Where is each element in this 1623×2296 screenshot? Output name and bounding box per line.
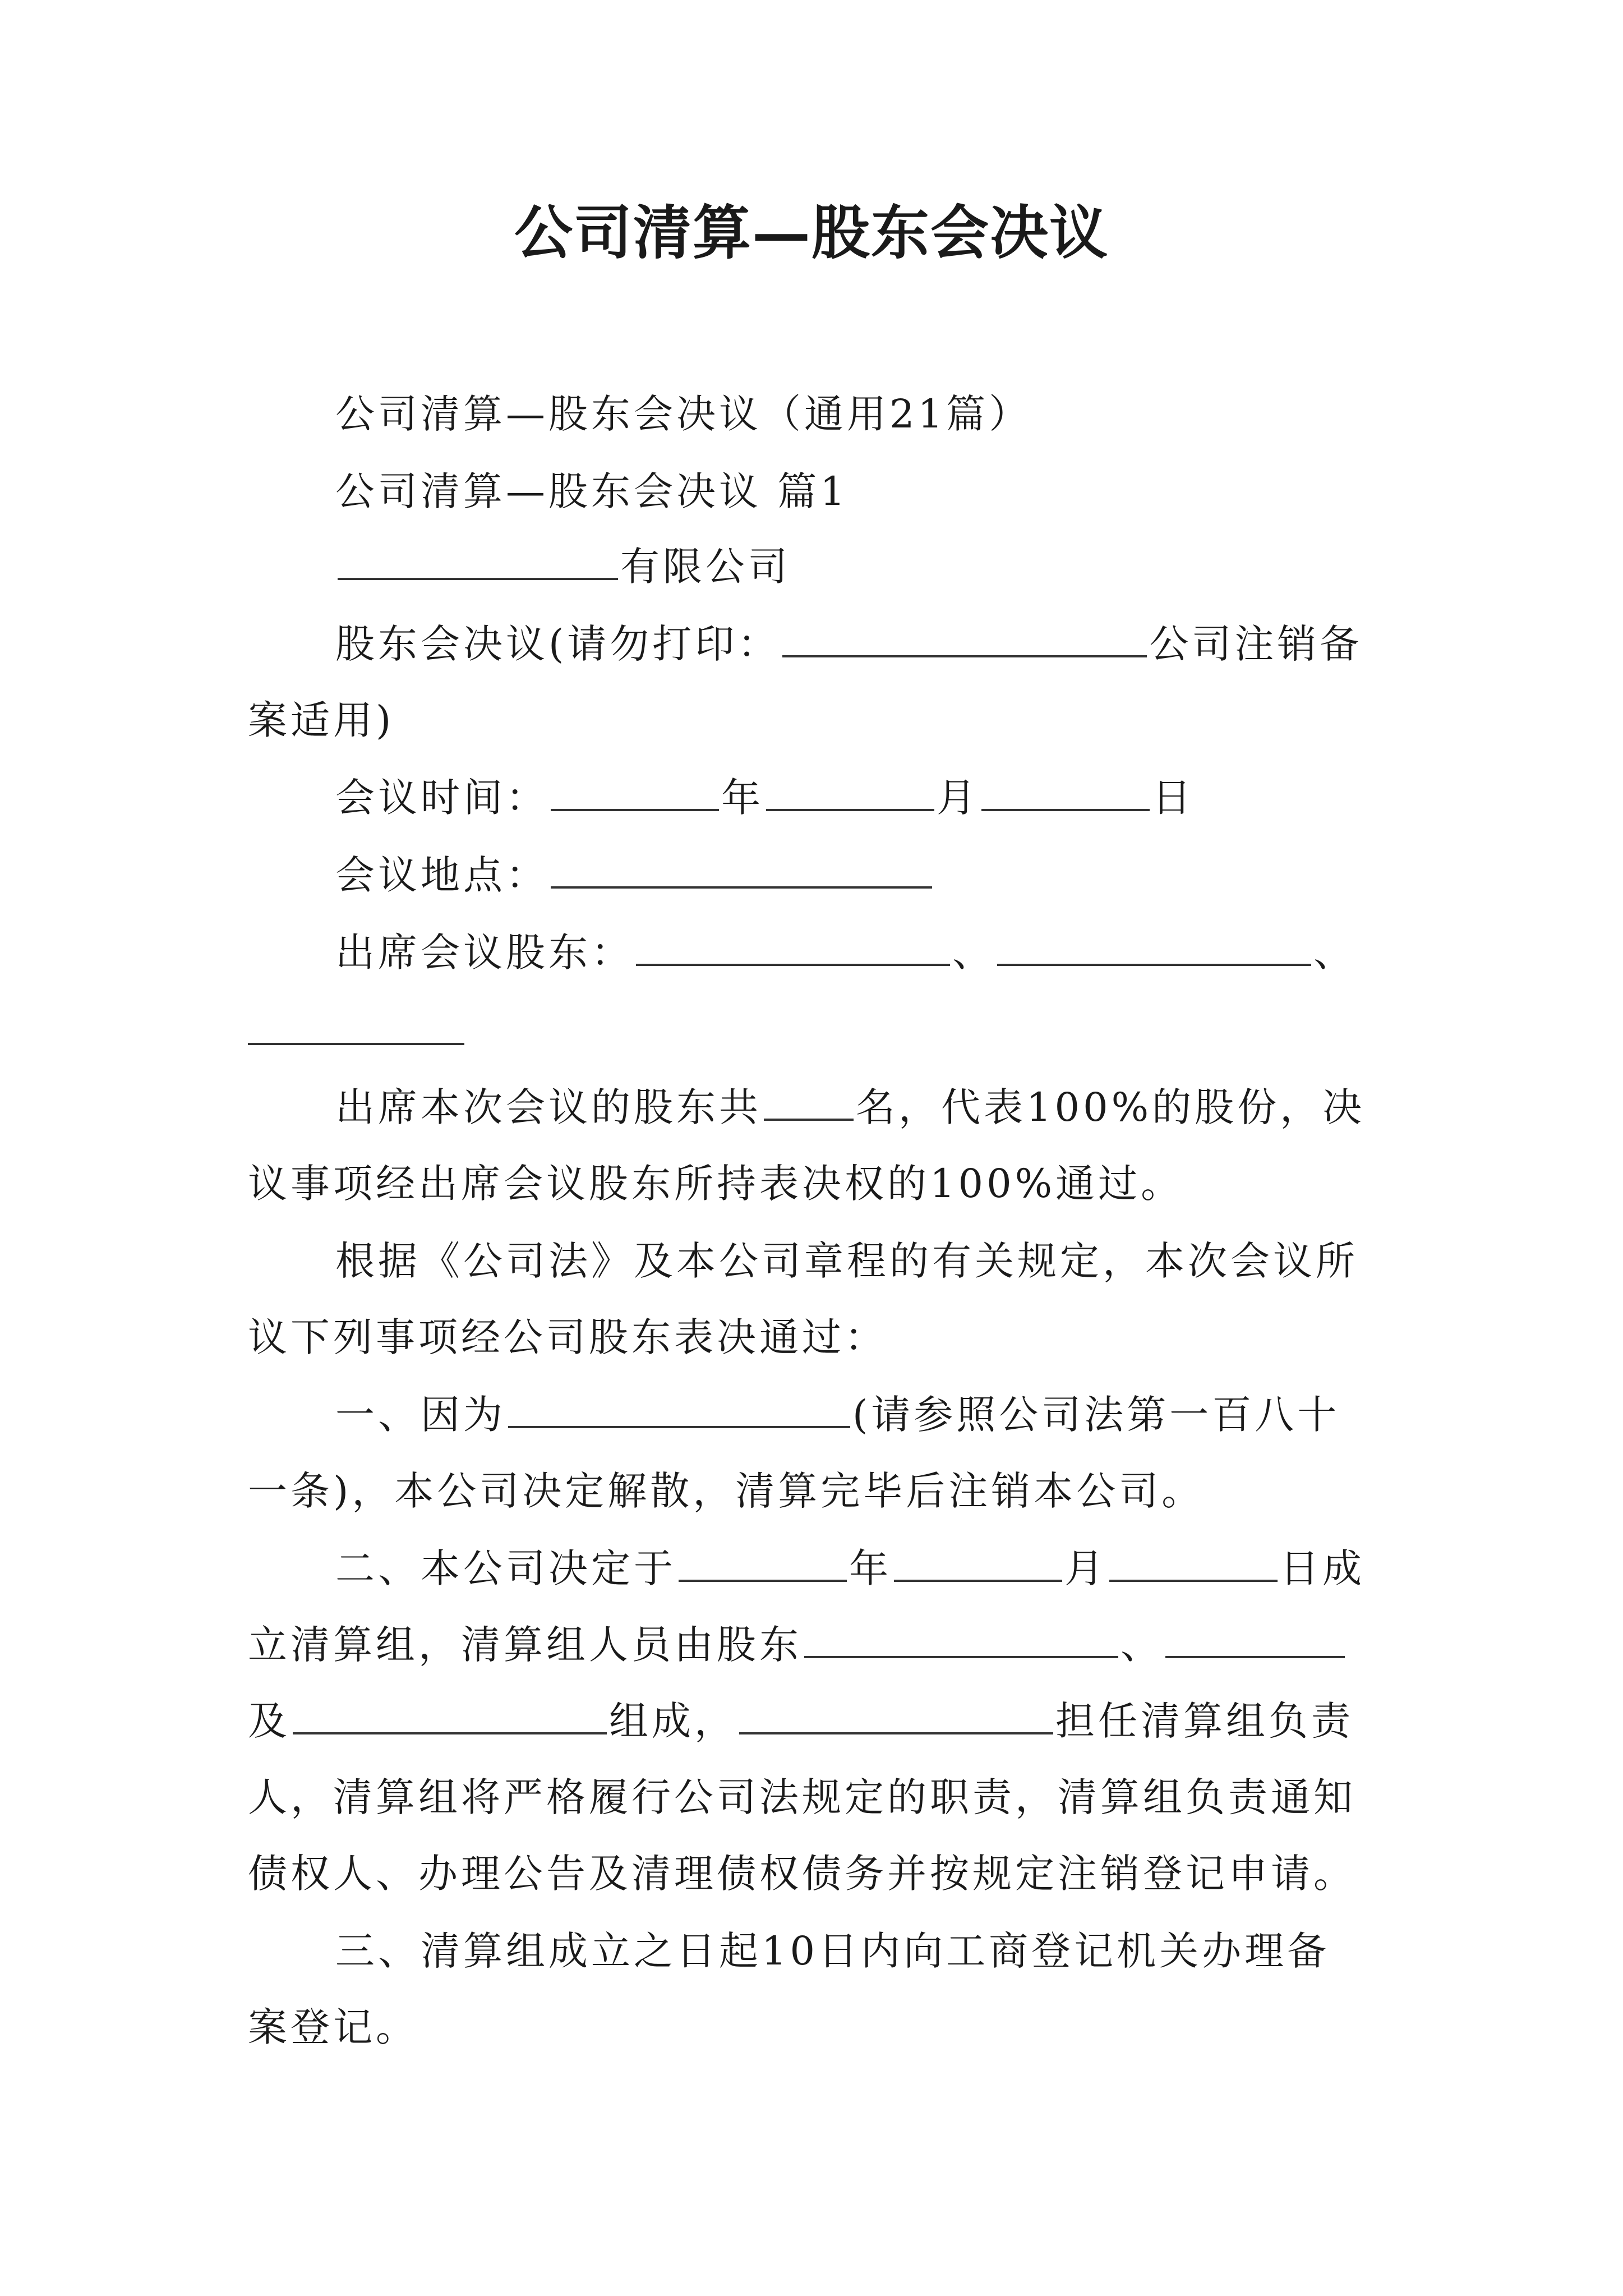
year-blank	[551, 808, 719, 811]
item2-day-suffix: 日成	[1280, 1545, 1365, 1591]
year-label: 年	[721, 775, 764, 821]
attendees-line	[335, 926, 1356, 979]
company-name-blank	[338, 577, 618, 580]
attendance-count-blank	[764, 1118, 854, 1121]
item2-line-b	[248, 1618, 1347, 1672]
resolution-line	[335, 617, 1362, 671]
attendance-line	[335, 1080, 1365, 1134]
item3-text-b: 案登记。	[248, 2004, 418, 2050]
attendee-blank-2	[997, 963, 1311, 966]
day-label: 日	[1152, 775, 1195, 821]
document-subtitle	[335, 387, 1031, 441]
section-heading-text: 公司清算—股东会决议 篇1	[335, 468, 849, 514]
item2-text-e: 债权人、办理公告及清理债权债务并按规定注销登记申请。	[248, 1851, 1356, 1897]
item2-month-label: 月	[1064, 1545, 1107, 1591]
item2-year-blank	[679, 1579, 847, 1582]
attendance-text-c: 议事项经出席会议股东所持表决权的100%通过。	[248, 1161, 1184, 1207]
attendees-label: 出席会议股东：	[335, 930, 634, 976]
basis-line-cont	[248, 1310, 887, 1364]
item1-reason-blank	[508, 1425, 850, 1428]
section-heading	[335, 464, 849, 518]
item2-day-blank	[1109, 1579, 1278, 1582]
month-label: 月	[937, 775, 979, 821]
item2-line-c	[248, 1694, 1354, 1748]
item2-line	[335, 1542, 1365, 1595]
item2-shareholder-blank-3	[293, 1732, 607, 1734]
item2-text-b: 立清算组，清算组人员由股东	[248, 1622, 802, 1668]
item3-line	[335, 1924, 1330, 1978]
item2-formed: 组成，	[609, 1698, 737, 1744]
item1-text-b: (请参照公司法第一百八十	[852, 1392, 1340, 1438]
day-blank	[981, 808, 1150, 811]
item2-line-e	[248, 1847, 1356, 1901]
item2-and: 及	[248, 1698, 291, 1744]
item2-text-d: 人，清算组将严格履行公司法规定的职责，清算组负责通知	[248, 1774, 1356, 1820]
attendee-blank-3	[248, 1042, 464, 1045]
basis-line	[335, 1234, 1358, 1288]
item1-line-cont	[248, 1464, 1204, 1518]
item2-year-label: 年	[849, 1545, 892, 1591]
meeting-place-blank	[551, 886, 932, 889]
month-blank	[766, 808, 934, 811]
attendee-separator-2: 、	[1313, 930, 1356, 976]
item2-shareholder-blank-2	[1165, 1655, 1345, 1658]
item2-line-d	[248, 1770, 1356, 1824]
attendance-text-b: 名，代表100%的股份，决	[856, 1084, 1366, 1130]
resolution-line-cont	[248, 693, 394, 747]
basis-text-b: 议下列事项经公司股东表决通过：	[248, 1314, 887, 1360]
item2-text-a: 二、本公司决定于	[335, 1545, 676, 1591]
item1-line	[335, 1388, 1340, 1442]
resolution-blank	[782, 655, 1147, 657]
meeting-place-label: 会议地点：	[335, 852, 548, 898]
item2-head-text: 担任清算组负责	[1055, 1698, 1354, 1744]
company-name-line	[335, 540, 791, 593]
item2-head-blank	[739, 1732, 1053, 1734]
item1-text-c: 一条)，本公司决定解散，清算完毕后注销本公司。	[248, 1468, 1205, 1514]
item2-separator: 、	[1121, 1622, 1163, 1668]
item3-line-cont	[248, 2000, 418, 2054]
attendance-text-a: 出席本次会议的股东共	[335, 1084, 762, 1130]
resolution-text-a: 股东会决议(请勿打印：	[335, 621, 781, 667]
meeting-time-label: 会议时间：	[335, 775, 548, 821]
attendee-blank-1	[636, 963, 950, 966]
subtitle-text: 公司清算—股东会决议（通用21篇）	[335, 391, 1032, 437]
item3-text-a: 三、清算组成立之日起10日内向工商登记机关办理备	[335, 1928, 1330, 1974]
item1-text-a: 一、因为	[335, 1392, 506, 1438]
attendee-separator-1: 、	[952, 930, 995, 976]
resolution-text-b: 公司注销备	[1149, 621, 1363, 667]
document-title: 公司清算—股东会决议	[514, 198, 1109, 267]
meeting-time-line	[335, 771, 1195, 825]
meeting-place-line	[335, 848, 934, 902]
item2-shareholder-blank-1	[804, 1655, 1118, 1658]
basis-text-a: 根据《公司法》及本公司章程的有关规定，本次会议所	[335, 1238, 1358, 1284]
company-suffix: 有限公司	[620, 544, 791, 590]
resolution-text-c: 案适用)	[248, 697, 395, 743]
attendance-line-cont	[248, 1157, 1183, 1211]
item2-month-blank	[894, 1579, 1062, 1582]
